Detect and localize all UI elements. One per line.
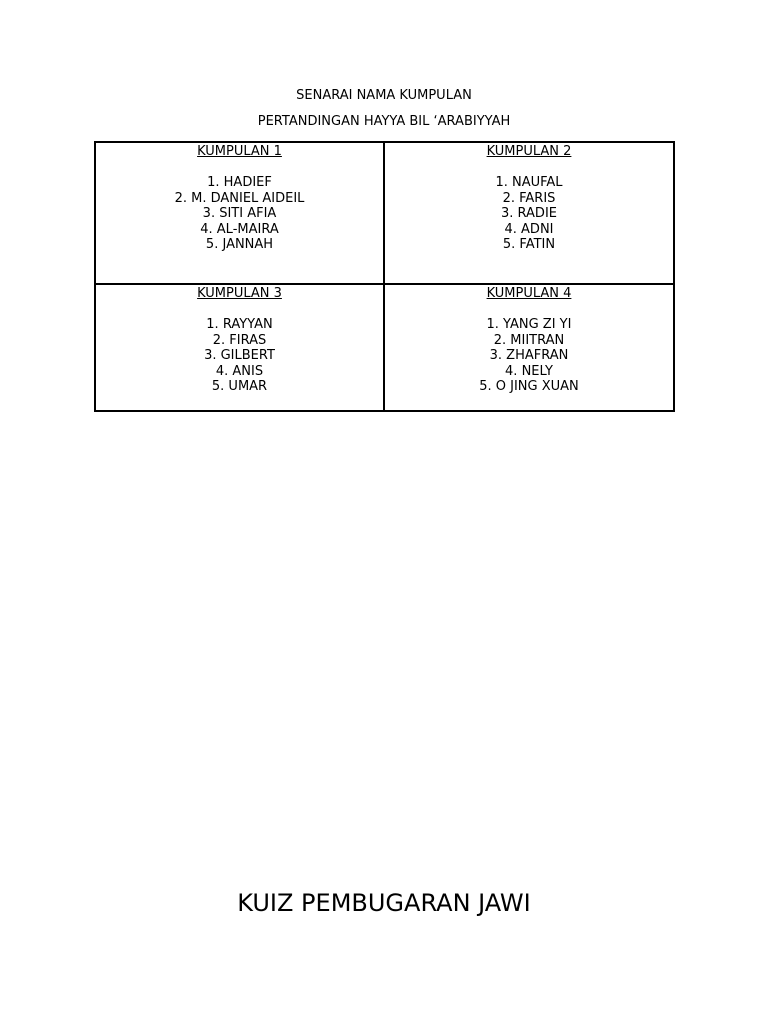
member-item: 3. GILBERT: [204, 348, 275, 363]
member-item: 2. FIRAS: [212, 332, 267, 348]
group-cell-1: [96, 143, 385, 285]
member-item: 5. UMAR: [211, 379, 268, 394]
document-title: SENARAI NAMA KUMPULAN: [296, 88, 472, 103]
member-item: 4. AL-MAIRA: [200, 221, 279, 237]
member-item: 4. ANIS: [215, 363, 264, 379]
member-item: 4. NELY: [505, 363, 553, 379]
member-list: [96, 175, 383, 253]
member-item: 2. MIITRAN: [493, 332, 565, 348]
member-item: 4. ADNI: [504, 221, 554, 237]
member-item: 1. NAUFAL: [495, 175, 563, 190]
group-cell-4: [385, 285, 673, 410]
member-item: 5. FATIN: [502, 237, 556, 252]
member-item: 3. RADIE: [501, 206, 557, 221]
footer-title: KUIZ PEMBUGARAN JAWI: [237, 889, 531, 917]
group-header: KUMPULAN 4: [486, 286, 572, 301]
member-item: 1. YANG ZI YI: [486, 317, 572, 332]
member-list: [385, 317, 673, 395]
member-item: 3. ZHAFRAN: [489, 348, 569, 363]
member-list: [96, 317, 383, 395]
group-header: KUMPULAN 1: [197, 144, 282, 159]
member-item: 3. SITI AFIA: [202, 206, 277, 221]
group-table: [94, 141, 675, 412]
member-item: 5. JANNAH: [205, 237, 274, 252]
document-subtitle: PERTANDINGAN HAYYA BIL ‘ARABIYYAH: [257, 114, 511, 129]
group-cell-2: [385, 143, 673, 285]
group-header: KUMPULAN 2: [486, 144, 572, 159]
member-item: 1. RAYYAN: [206, 317, 273, 332]
member-item: 2. FARIS: [502, 190, 556, 206]
member-item: 1. HADIEF: [207, 175, 272, 190]
group-cell-3: [96, 285, 385, 410]
group-header: KUMPULAN 3: [197, 286, 282, 301]
member-item: 2. M. DANIEL AIDEIL: [174, 190, 305, 206]
member-list: [385, 175, 673, 253]
member-item: 5. O JING XUAN: [479, 379, 579, 394]
